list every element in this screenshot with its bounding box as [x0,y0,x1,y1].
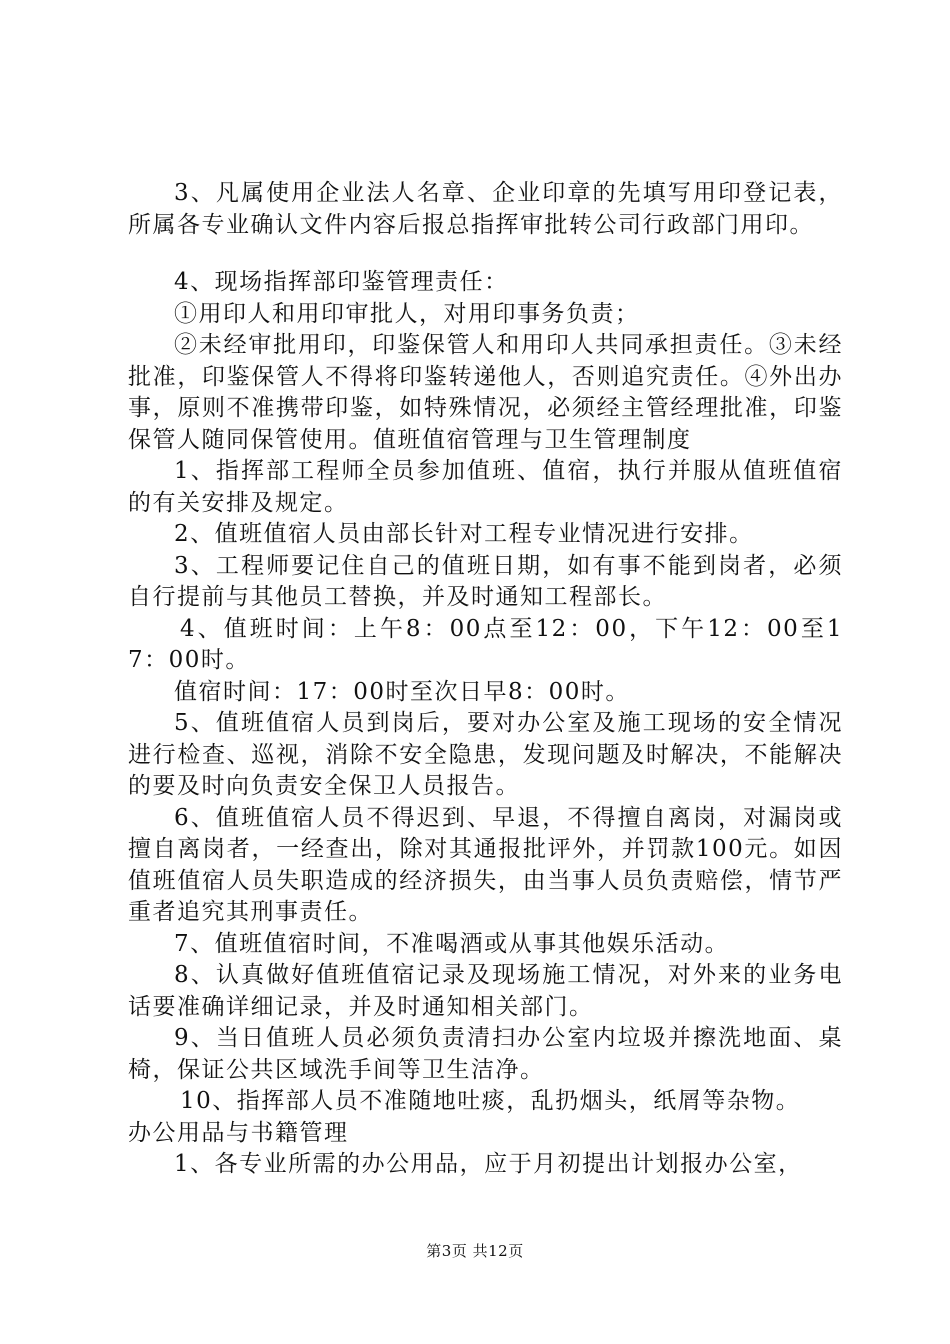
paragraph-duty-5: 5、值班值宿人员到岗后，要对办公室及施工现场的安全情况进行检查、巡视，消除不安全隐患，发现问题及时解决，不能解决的要及时向负责安全保卫人员报告。 [128,710,843,799]
paragraph-duty-1: 1、指挥部工程师全员参加值班、值宿，执行并服从值班值宿的有关安排及规定。 [128,458,843,516]
paragraph-duty-6: 6、值班值宿人员不得迟到、早退，不得擅自离岗，对漏岗或擅自离岗者，一经查出，除对其通报批评外，并罚款100元。如因值班值宿人员失职造成的经济损失，由当事人员负责赔偿，情节严重者追究其刑事责任。 [128,804,843,925]
page-number-label: 第3页 共12页 [426,1242,524,1260]
paragraph-duty-hours: 4、值班时间：上午8：00点至12：00，下午12：00至17：00时。 [128,615,843,673]
paragraph-duty-10: 10、指挥部人员不准随地吐痰，乱扔烟头，纸屑等杂物。 [180,1088,801,1114]
paragraph-seal-registration: 3、凡属使用企业法人名章、企业印章的先填写用印登记表，所属各专业确认文件内容后报总指挥审批转公司行政部门用印。 [128,180,843,238]
paragraph-gap [128,241,843,267]
paragraph-duty-2: 2、值班值宿人员由部长针对工程专业情况进行安排。 [174,521,754,547]
paragraph-seal-responsibility-heading: 4、现场指挥部印鉴管理责任： [174,269,509,295]
document-body [128,178,843,1181]
paragraph-duty-9: 9、当日值班人员必须负责清扫办公室内垃圾并擦洗地面、桌椅，保证公共区域洗手间等卫生洁净。 [128,1025,843,1083]
paragraph-seal-item-2: ②未经审批用印，印鉴保管人和用印人共同承担责任。③未经批准，印鉴保管人不得将印鉴转递他人，否则追究责任。④外出办事，原则不准携带印鉴，如特殊情况，必须经主管经理批准，印鉴保管人随同保管使用。值班值宿管理与卫生管理制度 [128,332,843,453]
paragraph-duty-8: 8、认真做好值班值宿记录及现场施工情况，对外来的业务电话要准确详细记录，并及时通知相关部门。 [128,962,843,1020]
paragraph-duty-7: 7、值班值宿时间，不准喝酒或从事其他娱乐活动。 [174,930,730,957]
section-heading-office-supplies: 办公用品与书籍管理 [128,1119,349,1146]
paragraph-duty-3: 3、工程师要记住自己的值班日期，如有事不能到岗者，必须自行提前与其他员工替换，并及时通知工程部长。 [128,552,843,610]
paragraph-night-hours: 值宿时间：17：00时至次日早8：00时。 [174,678,630,705]
paragraph-seal-item-1: ①用印人和用印审批人，对用印事务负责； [174,300,640,327]
page-footer [0,1240,950,1261]
paragraph-supplies-1: 1、各专业所需的办公用品，应于月初提出计划报办公室， [174,1151,803,1177]
